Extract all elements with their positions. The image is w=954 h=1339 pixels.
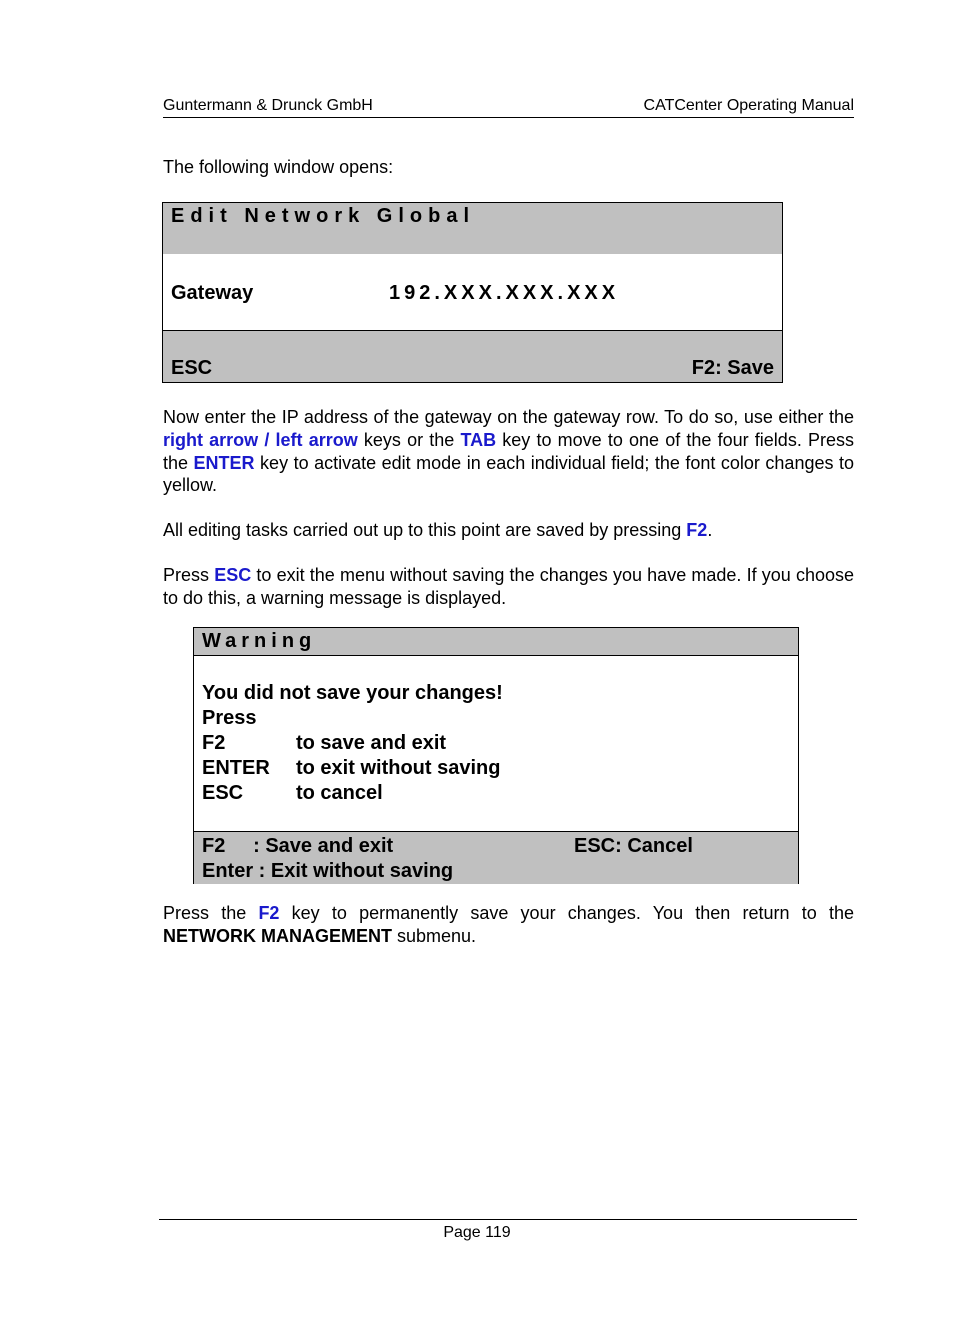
esc-cancel-hint[interactable]: ESC: Cancel [574,835,693,857]
text-run: to exit the menu without saving the changes you have made. If you choose to do this, a warning message is displayed. [163,565,854,608]
window-title: Edit Network Global [171,205,476,227]
f2-save-exit-hint[interactable]: F2 : Save and exit [202,835,394,857]
option-action: to exit without saving [296,757,501,779]
header-manual-title: CATCenter Operating Manual [643,97,854,114]
text-run: . [707,520,713,540]
warning-press: Press [202,707,257,729]
f2-save-hint[interactable]: F2: Save [691,357,774,379]
enter-exit-hint[interactable]: Enter : Exit without saving [202,860,454,882]
window-title-bar [163,203,782,254]
text-run: key to permanently save your changes. You then return to the [279,903,854,923]
edit-network-global-window [162,202,783,383]
text-run: key to move to one of the four fields. Press the [163,429,855,473]
intro-text: The following window opens: [163,157,394,177]
paragraph-escape [163,564,854,610]
warning-title-bar [194,628,798,656]
keyword-enter: ENTER [193,452,255,473]
text-run: Press the [163,903,259,923]
warning-footer-bar [194,831,798,884]
keyword-esc: ESC [214,565,252,585]
window-footer-bar [163,331,782,382]
option-action: to save and exit [296,732,447,754]
paragraph-instructions [163,406,854,497]
gateway-ip-field[interactable]: 192.XXX.XXX.XXX [389,282,620,304]
option-key: ENTER [202,757,270,779]
gateway-label: Gateway [171,282,254,304]
option-row [202,781,792,806]
warning-window [193,627,799,884]
keyword-arrows: right arrow / left arrow [163,429,358,450]
header-company: Guntermann & Drunck GmbH [163,97,373,114]
footer-divider [159,1219,857,1220]
option-key: F2 [202,732,226,754]
page-number: Page 119 [443,1224,511,1241]
text-run: key to activate edit mode in each individual field; the font color changes to yellow. [163,452,854,496]
page-header [163,97,854,118]
text-run: Press [163,565,215,585]
option-row [202,756,792,781]
warning-message: You did not save your changes! [202,682,503,704]
paragraph-save [163,519,854,542]
keyword-f2: F2 [258,903,280,923]
esc-key-hint[interactable]: ESC [171,357,213,379]
option-key: ESC [202,782,244,804]
option-row [202,731,792,756]
text-run: All editing tasks carried out up to this point are saved by pressing [163,520,687,540]
paragraph-final [163,902,854,948]
keyword-tab: TAB [460,429,497,450]
text-run: keys or the [357,429,461,450]
option-action: to cancel [296,782,383,804]
text-run: submenu. [391,925,477,946]
warning-title: Warning [202,630,317,652]
text-run: Now enter the IP address of the gateway on the gateway row. To do so, use either the [163,407,854,427]
keyword-f2: F2 [686,520,708,540]
keyword-network-management: NETWORK MANAGEMENT [163,925,392,946]
